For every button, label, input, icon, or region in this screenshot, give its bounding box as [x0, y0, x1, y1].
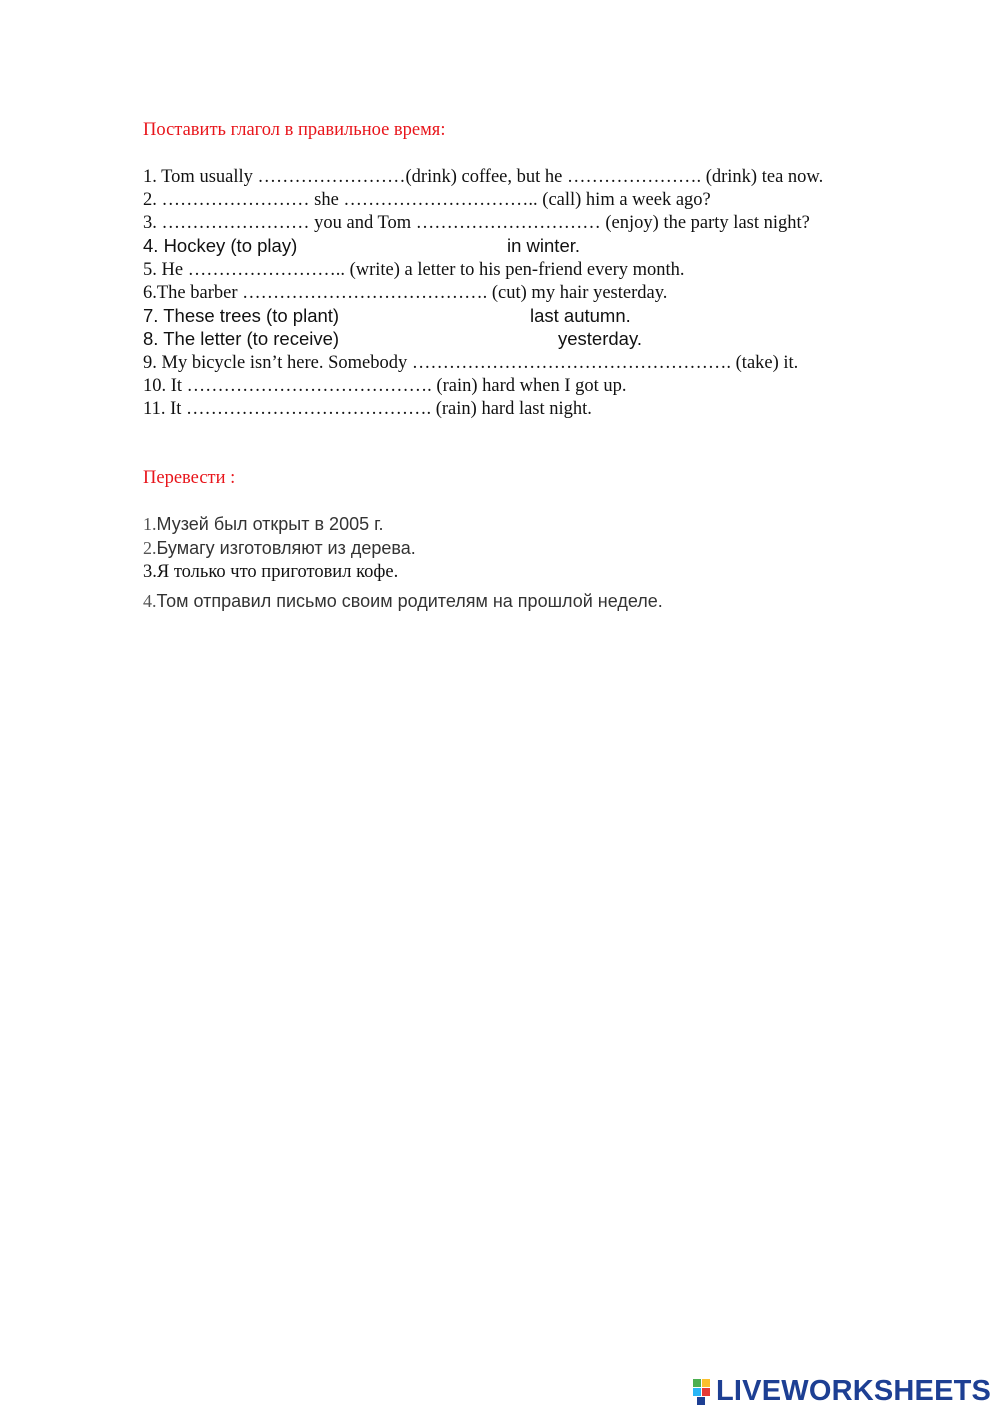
task1-line-6: 6.The barber …………………………………. (cut) my hair yesterday.	[143, 283, 668, 303]
task2-item-4-number: 4.	[143, 591, 157, 611]
logo-square-navy	[697, 1397, 705, 1405]
task2-item-1	[143, 515, 383, 534]
task2-item-1-text: Музей был открыт в 2005 г.	[156, 514, 384, 534]
task2-item-1-number: 1.	[143, 514, 157, 534]
logo-square-green	[693, 1379, 701, 1387]
task2-item-2-text: Бумагу изготовляют из дерева.	[156, 538, 416, 558]
task1-line-3: 3. …………………… you and Tom ………………………… (enjoy) the party last night?	[143, 213, 810, 233]
task1-line-5: 5. He …………………….. (write) a letter to his pen-friend every month.	[143, 260, 685, 280]
task1-line-7-start: 7. These trees (to plant)	[143, 305, 340, 326]
task1-line-1: 1. Tom usually ……………………(drink) coffee, but he …………………. (drink) tea now.	[143, 167, 824, 187]
task1-line-4	[143, 237, 843, 259]
task1-line-11: 11. It …………………………………. (rain) hard last night.	[143, 399, 592, 419]
task2-item-2-number: 2.	[143, 538, 157, 558]
task1-line-8-end: yesterday.	[558, 328, 642, 349]
logo-square-yellow	[702, 1379, 710, 1387]
task1-line-7	[143, 307, 843, 329]
task2-item-3-number: 3.	[143, 562, 157, 582]
task2-item-3-text: Я только что приготовил кофе.	[156, 562, 399, 582]
task2-heading: Перевести :	[143, 468, 236, 488]
task2-item-3	[143, 563, 398, 582]
task2-item-4-text: Том отправил письмо своим родителям на прошлой неделе.	[156, 591, 663, 611]
liveworksheets-logo-icon	[693, 1378, 713, 1404]
task1-line-2: 2. …………………… she ………………………….. (call) him a week ago?	[143, 190, 711, 210]
task1-line-4-start: 4. Hockey (to play)	[143, 235, 298, 256]
task1-line-8-start: 8. The letter (to receive)	[143, 328, 340, 349]
task1-heading: Поставить глагол в правильное время:	[143, 120, 446, 140]
task1-line-4-end: in winter.	[507, 235, 581, 256]
logo-square-red	[702, 1388, 710, 1396]
task1-line-7-end: last autumn.	[530, 305, 631, 326]
task1-line-10: 10. It …………………………………. (rain) hard when I got up.	[143, 376, 627, 396]
liveworksheets-logo-text: LIVEWORKSHEETS	[716, 1374, 992, 1407]
liveworksheets-logo[interactable]	[693, 1376, 991, 1406]
task1-line-9: 9. My bicycle isn’t here. Somebody ……………………………………………. (take) it.	[143, 353, 799, 373]
task1-line-8	[143, 330, 843, 352]
task2-item-4	[143, 592, 663, 611]
task2-item-2	[143, 539, 416, 558]
logo-square-blue	[693, 1388, 701, 1396]
